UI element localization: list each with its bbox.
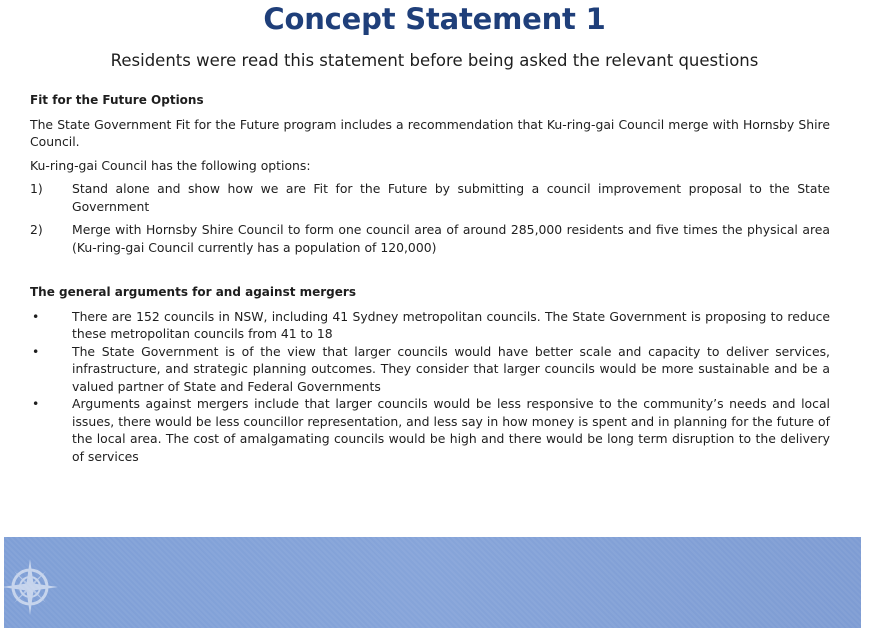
list-item: [30, 308, 830, 343]
page-title: Concept Statement 1: [263, 2, 606, 36]
footer-band: [4, 537, 861, 628]
list-item: [30, 343, 830, 396]
option-item: [30, 221, 830, 256]
bullet-icon: •: [32, 308, 40, 324]
compass-rose-icon: [0, 557, 60, 617]
arguments-list: [30, 308, 830, 466]
page-subtitle: Residents were read this statement before being asked the relevant questions: [110, 51, 759, 70]
document-body: [30, 92, 830, 465]
section-heading-fit-for-future: Fit for the Future Options: [30, 93, 204, 107]
bullet-text: Arguments against mergers include that larger councils would be less responsive to the community’s needs and local issues, there would be less councillor representation, and less say in how money is spent and in planning for the future of the local area. The cost of amalgamating councils would be high and there would be long term disruption to the delivery of services: [72, 396, 830, 464]
option-text: Stand alone and show how we are Fit for the Future by submitting a council improvement proposal to the State Government: [72, 181, 830, 214]
option-number: 1): [30, 181, 43, 196]
bullet-icon: •: [32, 343, 40, 359]
bullet-text: The State Government is of the view that larger councils would have better scale and capacity to deliver services, infrastructure, and strategic planning outcomes. They consider that larger councils would be more sustainable and be a valued partner of State and Federal Governments: [72, 343, 830, 394]
bullet-text: There are 152 councils in NSW, including 41 Sydney metropolitan councils. The State Government is proposing to reduce these metropolitan councils from 41 to 18: [72, 308, 830, 341]
list-item: [30, 395, 830, 465]
option-text: Merge with Hornsby Shire Council to form one council area of around 285,000 residents and five times the physical area (Ku-ring-gai Council currently has a population of 120,000): [72, 222, 830, 255]
paragraph-options-intro: Ku-ring-gai Council has the following options:: [30, 157, 311, 173]
bullet-icon: •: [32, 396, 40, 411]
option-item: [30, 180, 830, 215]
paragraph-program: The State Government Fit for the Future program includes a recommendation that Ku-ring-gai Council merge with Hornsby Shire Council.: [30, 116, 830, 149]
section-heading-arguments: The general arguments for and against mergers: [30, 285, 356, 299]
option-number: 2): [30, 222, 43, 237]
